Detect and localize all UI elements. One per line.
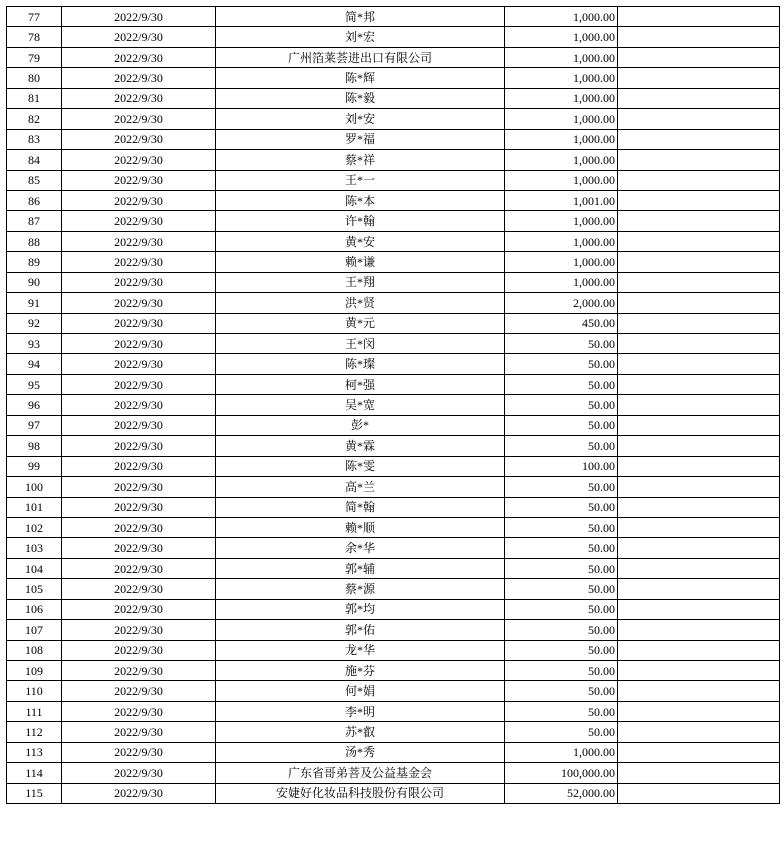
date-cell: 2022/9/30 xyxy=(62,88,216,108)
date-cell: 2022/9/30 xyxy=(62,109,216,129)
donor-name-cell: 许*翰 xyxy=(216,211,505,231)
blank-cell xyxy=(618,252,780,272)
amount-cell: 50.00 xyxy=(505,436,618,456)
row-number-cell: 108 xyxy=(7,640,62,660)
donor-name-cell: 赖*谦 xyxy=(216,252,505,272)
donor-name-cell: 高*兰 xyxy=(216,477,505,497)
table-row xyxy=(7,27,780,47)
row-number-cell: 107 xyxy=(7,620,62,640)
date-cell: 2022/9/30 xyxy=(62,354,216,374)
row-number-cell: 104 xyxy=(7,558,62,578)
table-row xyxy=(7,211,780,231)
donor-name-cell: 广东省哥弟菩及公益基金会 xyxy=(216,763,505,783)
donor-name-cell: 黄*霖 xyxy=(216,436,505,456)
row-number-cell: 95 xyxy=(7,374,62,394)
date-cell: 2022/9/30 xyxy=(62,763,216,783)
donor-name-cell: 王*闵 xyxy=(216,334,505,354)
table-row xyxy=(7,415,780,435)
date-cell: 2022/9/30 xyxy=(62,150,216,170)
blank-cell xyxy=(618,742,780,762)
date-cell: 2022/9/30 xyxy=(62,129,216,149)
table-row xyxy=(7,109,780,129)
date-cell: 2022/9/30 xyxy=(62,722,216,742)
table-row xyxy=(7,129,780,149)
blank-cell xyxy=(618,783,780,803)
blank-cell xyxy=(618,620,780,640)
donor-name-cell: 黄*安 xyxy=(216,231,505,251)
blank-cell xyxy=(618,538,780,558)
date-cell: 2022/9/30 xyxy=(62,334,216,354)
row-number-cell: 89 xyxy=(7,252,62,272)
amount-cell: 1,000.00 xyxy=(505,7,618,27)
date-cell: 2022/9/30 xyxy=(62,313,216,333)
amount-cell: 50.00 xyxy=(505,354,618,374)
table-row xyxy=(7,68,780,88)
table-row xyxy=(7,661,780,681)
table-row xyxy=(7,190,780,210)
blank-cell xyxy=(618,497,780,517)
table-row xyxy=(7,313,780,333)
blank-cell xyxy=(618,293,780,313)
amount-cell: 50.00 xyxy=(505,599,618,619)
date-cell: 2022/9/30 xyxy=(62,211,216,231)
amount-cell: 1,000.00 xyxy=(505,252,618,272)
blank-cell xyxy=(618,190,780,210)
amount-cell: 50.00 xyxy=(505,661,618,681)
blank-cell xyxy=(618,88,780,108)
table-row xyxy=(7,579,780,599)
row-number-cell: 106 xyxy=(7,599,62,619)
donor-name-cell: 安婕好化妆品科技股份有限公司 xyxy=(216,783,505,803)
table-row xyxy=(7,763,780,783)
amount-cell: 1,000.00 xyxy=(505,109,618,129)
amount-cell: 50.00 xyxy=(505,334,618,354)
row-number-cell: 110 xyxy=(7,681,62,701)
table-row xyxy=(7,7,780,27)
row-number-cell: 80 xyxy=(7,68,62,88)
amount-cell: 50.00 xyxy=(505,395,618,415)
table-row xyxy=(7,681,780,701)
date-cell: 2022/9/30 xyxy=(62,497,216,517)
amount-cell: 100,000.00 xyxy=(505,763,618,783)
blank-cell xyxy=(618,68,780,88)
blank-cell xyxy=(618,599,780,619)
amount-cell: 1,000.00 xyxy=(505,170,618,190)
donor-name-cell: 郭*辅 xyxy=(216,558,505,578)
blank-cell xyxy=(618,558,780,578)
blank-cell xyxy=(618,272,780,292)
donor-name-cell: 王*翔 xyxy=(216,272,505,292)
donor-name-cell: 黄*元 xyxy=(216,313,505,333)
donor-name-cell: 赖*顺 xyxy=(216,517,505,537)
amount-cell: 1,000.00 xyxy=(505,150,618,170)
blank-cell xyxy=(618,395,780,415)
date-cell: 2022/9/30 xyxy=(62,27,216,47)
date-cell: 2022/9/30 xyxy=(62,272,216,292)
table-row xyxy=(7,477,780,497)
amount-cell: 100.00 xyxy=(505,456,618,476)
donor-name-cell: 陈*雯 xyxy=(216,456,505,476)
date-cell: 2022/9/30 xyxy=(62,701,216,721)
amount-cell: 50.00 xyxy=(505,415,618,435)
donor-name-cell: 简*邦 xyxy=(216,7,505,27)
blank-cell xyxy=(618,763,780,783)
donor-name-cell: 郭*均 xyxy=(216,599,505,619)
row-number-cell: 96 xyxy=(7,395,62,415)
date-cell: 2022/9/30 xyxy=(62,681,216,701)
blank-cell xyxy=(618,722,780,742)
blank-cell xyxy=(618,374,780,394)
date-cell: 2022/9/30 xyxy=(62,170,216,190)
row-number-cell: 90 xyxy=(7,272,62,292)
date-cell: 2022/9/30 xyxy=(62,293,216,313)
row-number-cell: 83 xyxy=(7,129,62,149)
donor-name-cell: 柯*强 xyxy=(216,374,505,394)
table-row xyxy=(7,170,780,190)
blank-cell xyxy=(618,150,780,170)
table-row xyxy=(7,783,780,803)
table-row xyxy=(7,599,780,619)
donor-name-cell: 施*芬 xyxy=(216,661,505,681)
blank-cell xyxy=(618,334,780,354)
row-number-cell: 85 xyxy=(7,170,62,190)
amount-cell: 1,000.00 xyxy=(505,68,618,88)
donor-name-cell: 李*明 xyxy=(216,701,505,721)
blank-cell xyxy=(618,517,780,537)
donor-name-cell: 王*一 xyxy=(216,170,505,190)
amount-cell: 1,000.00 xyxy=(505,47,618,67)
row-number-cell: 97 xyxy=(7,415,62,435)
date-cell: 2022/9/30 xyxy=(62,477,216,497)
row-number-cell: 100 xyxy=(7,477,62,497)
date-cell: 2022/9/30 xyxy=(62,538,216,558)
donor-name-cell: 龙*华 xyxy=(216,640,505,660)
amount-cell: 50.00 xyxy=(505,517,618,537)
date-cell: 2022/9/30 xyxy=(62,395,216,415)
table-row xyxy=(7,538,780,558)
donor-name-cell: 简*翰 xyxy=(216,497,505,517)
amount-cell: 1,001.00 xyxy=(505,190,618,210)
amount-cell: 2,000.00 xyxy=(505,293,618,313)
table-row xyxy=(7,395,780,415)
row-number-cell: 94 xyxy=(7,354,62,374)
date-cell: 2022/9/30 xyxy=(62,640,216,660)
date-cell: 2022/9/30 xyxy=(62,517,216,537)
date-cell: 2022/9/30 xyxy=(62,579,216,599)
amount-cell: 1,000.00 xyxy=(505,742,618,762)
row-number-cell: 93 xyxy=(7,334,62,354)
amount-cell: 1,000.00 xyxy=(505,211,618,231)
table-row xyxy=(7,374,780,394)
blank-cell xyxy=(618,211,780,231)
row-number-cell: 111 xyxy=(7,701,62,721)
blank-cell xyxy=(618,129,780,149)
donor-name-cell: 陈*辉 xyxy=(216,68,505,88)
amount-cell: 50.00 xyxy=(505,558,618,578)
table-row xyxy=(7,722,780,742)
table-row xyxy=(7,558,780,578)
donor-name-cell: 罗*福 xyxy=(216,129,505,149)
blank-cell xyxy=(618,47,780,67)
row-number-cell: 79 xyxy=(7,47,62,67)
row-number-cell: 109 xyxy=(7,661,62,681)
date-cell: 2022/9/30 xyxy=(62,456,216,476)
donor-name-cell: 广州箔莱荟进出口有限公司 xyxy=(216,47,505,67)
amount-cell: 450.00 xyxy=(505,313,618,333)
blank-cell xyxy=(618,436,780,456)
date-cell: 2022/9/30 xyxy=(62,620,216,640)
amount-cell: 1,000.00 xyxy=(505,129,618,149)
blank-cell xyxy=(618,354,780,374)
blank-cell xyxy=(618,27,780,47)
row-number-cell: 112 xyxy=(7,722,62,742)
blank-cell xyxy=(618,109,780,129)
donor-name-cell: 洪*贤 xyxy=(216,293,505,313)
row-number-cell: 81 xyxy=(7,88,62,108)
blank-cell xyxy=(618,681,780,701)
table-row xyxy=(7,334,780,354)
row-number-cell: 91 xyxy=(7,293,62,313)
donor-name-cell: 陈*毅 xyxy=(216,88,505,108)
table-row xyxy=(7,354,780,374)
donor-name-cell: 吴*宽 xyxy=(216,395,505,415)
date-cell: 2022/9/30 xyxy=(62,47,216,67)
donor-name-cell: 余*华 xyxy=(216,538,505,558)
donor-name-cell: 郭*佑 xyxy=(216,620,505,640)
amount-cell: 50.00 xyxy=(505,374,618,394)
table-row xyxy=(7,640,780,660)
table-row xyxy=(7,88,780,108)
blank-cell xyxy=(618,477,780,497)
row-number-cell: 82 xyxy=(7,109,62,129)
date-cell: 2022/9/30 xyxy=(62,231,216,251)
table-row xyxy=(7,252,780,272)
amount-cell: 50.00 xyxy=(505,701,618,721)
amount-cell: 50.00 xyxy=(505,620,618,640)
table-row xyxy=(7,47,780,67)
row-number-cell: 101 xyxy=(7,497,62,517)
blank-cell xyxy=(618,701,780,721)
row-number-cell: 77 xyxy=(7,7,62,27)
row-number-cell: 105 xyxy=(7,579,62,599)
amount-cell: 1,000.00 xyxy=(505,231,618,251)
blank-cell xyxy=(618,231,780,251)
blank-cell xyxy=(618,456,780,476)
date-cell: 2022/9/30 xyxy=(62,7,216,27)
blank-cell xyxy=(618,7,780,27)
date-cell: 2022/9/30 xyxy=(62,599,216,619)
donor-name-cell: 蔡*源 xyxy=(216,579,505,599)
row-number-cell: 114 xyxy=(7,763,62,783)
table-row xyxy=(7,272,780,292)
table-row xyxy=(7,150,780,170)
row-number-cell: 92 xyxy=(7,313,62,333)
row-number-cell: 86 xyxy=(7,190,62,210)
donor-name-cell: 刘*安 xyxy=(216,109,505,129)
table-row xyxy=(7,293,780,313)
amount-cell: 50.00 xyxy=(505,722,618,742)
table-row xyxy=(7,436,780,456)
amount-cell: 50.00 xyxy=(505,681,618,701)
donation-table xyxy=(6,6,780,804)
amount-cell: 50.00 xyxy=(505,497,618,517)
donor-name-cell: 汤*秀 xyxy=(216,742,505,762)
row-number-cell: 87 xyxy=(7,211,62,231)
amount-cell: 1,000.00 xyxy=(505,272,618,292)
amount-cell: 50.00 xyxy=(505,538,618,558)
row-number-cell: 113 xyxy=(7,742,62,762)
donor-name-cell: 何*娟 xyxy=(216,681,505,701)
row-number-cell: 115 xyxy=(7,783,62,803)
date-cell: 2022/9/30 xyxy=(62,374,216,394)
donor-name-cell: 苏*叡 xyxy=(216,722,505,742)
table-row xyxy=(7,742,780,762)
amount-cell: 52,000.00 xyxy=(505,783,618,803)
table-row xyxy=(7,620,780,640)
row-number-cell: 102 xyxy=(7,517,62,537)
date-cell: 2022/9/30 xyxy=(62,190,216,210)
date-cell: 2022/9/30 xyxy=(62,436,216,456)
amount-cell: 50.00 xyxy=(505,640,618,660)
table-row xyxy=(7,497,780,517)
table-row xyxy=(7,701,780,721)
row-number-cell: 84 xyxy=(7,150,62,170)
row-number-cell: 78 xyxy=(7,27,62,47)
donor-name-cell: 蔡*祥 xyxy=(216,150,505,170)
donor-name-cell: 陈*本 xyxy=(216,190,505,210)
donor-name-cell: 陈*璨 xyxy=(216,354,505,374)
amount-cell: 1,000.00 xyxy=(505,27,618,47)
row-number-cell: 98 xyxy=(7,436,62,456)
donor-name-cell: 彭* xyxy=(216,415,505,435)
table-row xyxy=(7,456,780,476)
blank-cell xyxy=(618,579,780,599)
table-row xyxy=(7,231,780,251)
date-cell: 2022/9/30 xyxy=(62,415,216,435)
date-cell: 2022/9/30 xyxy=(62,661,216,681)
date-cell: 2022/9/30 xyxy=(62,742,216,762)
blank-cell xyxy=(618,313,780,333)
amount-cell: 50.00 xyxy=(505,579,618,599)
row-number-cell: 103 xyxy=(7,538,62,558)
donation-table-body xyxy=(7,7,780,804)
blank-cell xyxy=(618,640,780,660)
date-cell: 2022/9/30 xyxy=(62,252,216,272)
blank-cell xyxy=(618,170,780,190)
row-number-cell: 99 xyxy=(7,456,62,476)
date-cell: 2022/9/30 xyxy=(62,783,216,803)
donor-name-cell: 刘*宏 xyxy=(216,27,505,47)
blank-cell xyxy=(618,661,780,681)
date-cell: 2022/9/30 xyxy=(62,68,216,88)
amount-cell: 50.00 xyxy=(505,477,618,497)
amount-cell: 1,000.00 xyxy=(505,88,618,108)
blank-cell xyxy=(618,415,780,435)
row-number-cell: 88 xyxy=(7,231,62,251)
date-cell: 2022/9/30 xyxy=(62,558,216,578)
table-row xyxy=(7,517,780,537)
